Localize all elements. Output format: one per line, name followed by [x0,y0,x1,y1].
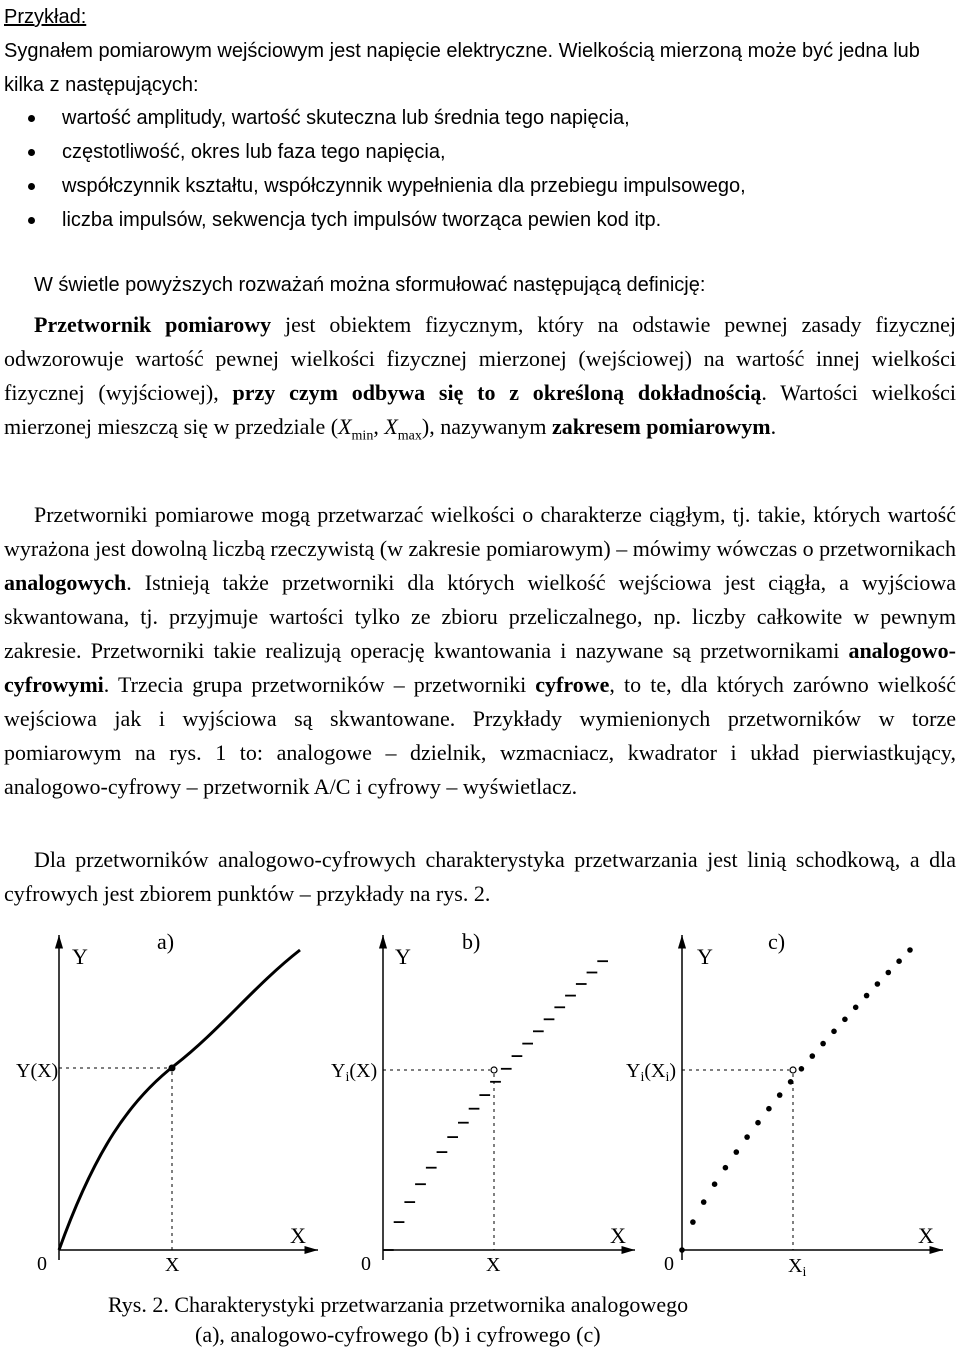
list-item-text: współczynnik kształtu, współczynnik wypełnienia dla przebiegu impulsowego, [62,175,746,197]
digital-point [864,993,870,999]
x-axis-label: X [918,1223,934,1248]
term-transducer: Przetwornik pomiarowy [34,312,272,337]
digital-point [842,1017,848,1023]
digital-point [679,1247,685,1253]
text: , [373,414,385,439]
origin-label: 0 [361,1253,371,1275]
staircase [383,961,608,1250]
bullet-icon [28,217,35,224]
text: . Trzecia grupa przetworników – przetworniki [103,672,536,697]
definition-lead: W świetle powyższych rozważań można sformułować następującą definicję: [34,274,706,296]
text: . Istnieją także przetworniki dla których wielkość wejściowa jest ciągła, a wyjściowa skwantowana, tj. przyjmuje wartości tylko ze zbioru przeliczalnego, np. liczby całkowite w pewnym zakresie. Przetworniki takie realizują operację kwantowania i nazywane są przetwornikami [4,570,956,663]
xmax-sub: max [397,428,422,444]
digital-point [831,1029,837,1035]
text: Dla przetworników analogowo-cyfrowych charakterystyka przetwarzania jest linią schodkową, a dla cyfrowych jest zbiorem punktów – przykłady na rys. 2. [4,847,956,906]
list-item [28,203,746,237]
x-mark-label: $X_i$ [788,1255,807,1280]
characteristics-paragraph [4,843,956,911]
term-digital: cyfrowe [535,672,610,697]
digital-point [701,1199,707,1205]
digital-point [690,1219,696,1225]
x-axis-label: X [290,1223,306,1248]
y-axis-label: Y [395,944,411,969]
term-analog: analogowych [4,570,127,595]
digital-point [820,1041,826,1047]
panel-a-analog [16,929,318,1276]
digital-point [853,1005,859,1011]
term-range: zakresem pomiarowym [552,414,771,439]
list-item-text: liczba impulsów, sekwencja tych impulsów tworząca pewien kod itp. [62,209,662,231]
term-analog-digital: analogowo-cyfrowymi [4,638,956,697]
digital-point [734,1149,740,1155]
xmin-sub: min [351,428,374,444]
digital-point [766,1106,772,1112]
text: . Wartości wielkości mierzonej mieszczą się w przedziale ( [4,380,957,439]
digital-point [810,1053,816,1059]
origin-label: 0 [37,1253,47,1275]
origin-label: 0 [664,1253,674,1275]
caption-line-2: (a), analogowo-cyfrowego (b) i cyfrowego (c) [195,1322,601,1347]
bullet-icon [28,183,35,190]
operating-point [169,1065,176,1072]
digital-points [679,947,913,1253]
example-heading: Przykład: [4,6,87,28]
digital-point [907,947,913,953]
digital-point [744,1134,750,1140]
text: jest obiektem fizycznym, który na odstawie pewnej zasady fizycznej odwzorowuje wartość pewnej wielkości fizycznej mierzonej (wejściowej) na wartość innej wielkości fizycznej (wyjściowej), [4,312,956,405]
types-paragraph [4,498,956,804]
list-item [28,101,746,135]
panel-c-digital [626,929,943,1280]
definition-paragraph [4,308,956,444]
x-axis-label: X [610,1223,626,1248]
y-axis-label: Y [697,944,713,969]
y-mark-label: Y(X) [16,1060,59,1082]
bullet-icon [28,115,35,122]
text: ), nazywanym [421,414,553,439]
y-mark-label: $Y_i(X)$ [331,1060,378,1085]
digital-point [886,970,892,976]
list-item [28,169,746,203]
digital-point [723,1165,729,1171]
xmin-var: X [338,414,352,439]
y-mark-label: $Y_i(X_i)$ [626,1060,677,1085]
digital-point [777,1092,783,1098]
figure-caption [108,1290,688,1350]
panel-tag: b) [462,929,481,954]
digital-point [896,958,902,964]
term-accuracy: przy czym odbywa się to z określoną dokładnością [232,380,762,405]
y-axis-label: Y [72,944,88,969]
panel-tag: c) [768,929,786,954]
text: Przetworniki pomiarowe mogą przetwarzać wielkości o charakterze ciągłym, tj. takie, których wartość wyrażona jest dowolną liczbą rzeczywistą (w zakresie pomiarowym) – mówimy wówczas o przetwornikach [4,502,956,561]
analog-curve [59,950,300,1250]
digital-point [712,1181,718,1187]
x-mark-label: X [486,1254,501,1276]
text: , to te, dla których zarówno wielkość wejściowa jak i wyjściowa są skwantowane. Przykłady wymienionych przetworników w torze pomiarowym na rys. 1 to: analogowe – dzielnik, wzmacniacz, kwadrator i układ pierwiastkujący, analogowo-cyfrowy – przetwornik A/C i cyfrowy – wyświetlacz. [4,672,956,799]
list-item [28,135,746,169]
operating-point [790,1067,796,1073]
digital-point [799,1066,805,1072]
bullet-icon [28,149,35,156]
figure-characteristics [0,925,960,1285]
panel-b-analog-digital [331,929,635,1276]
operating-point [491,1067,497,1073]
list-item-text: wartość amplitudy, wartość skuteczna lub średnia tego napięcia, [62,107,630,129]
x-mark-label: X [165,1254,180,1276]
digital-point [875,981,881,987]
digital-point [755,1120,761,1126]
panel-tag: a) [157,929,175,954]
intro-paragraph: Sygnałem pomiarowym wejściowym jest napięcie elektryczne. Wielkością mierzoną może być jedna lub kilka z następujących: [4,40,920,96]
text: . [770,414,777,439]
list-item-text: częstotliwość, okres lub faza tego napięcia, [62,141,446,163]
caption-line-1: Rys. 2. Charakterystyki przetwarzania przetwornika analogowego [108,1292,689,1317]
xmax-var: X [384,414,398,439]
measured-quantities-list [28,101,746,237]
